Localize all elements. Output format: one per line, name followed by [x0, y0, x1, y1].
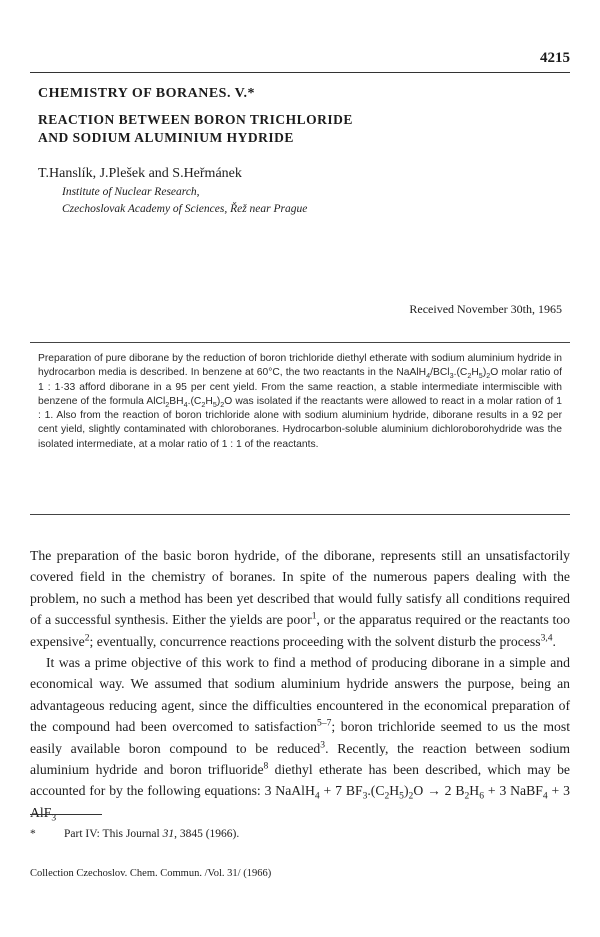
- page-number: 4215: [540, 50, 570, 66]
- abstract-text: O molar ratio of 1 : 1·33 afford diborane in a 95 per cent yield. From the same reaction, a stable intermediate intermiscible with benzene of the formula AlCl: [38, 367, 562, 407]
- paragraph-text: H: [389, 783, 400, 799]
- paragraph-text: diethyl etherate has been described, which may be accounted for by the following equations: 3 NaAlH: [30, 762, 570, 799]
- footnote-text: , 3845 (1966).: [174, 828, 240, 840]
- abstract-text: H: [205, 395, 213, 407]
- reference-mark: 5–7: [317, 717, 332, 729]
- article-title: CHEMISTRY OF BORANES. V.*: [38, 86, 255, 101]
- paragraph-text: ; boron trichloride seemed to us the most easily available boron compound to be reduced: [30, 719, 570, 756]
- paragraph-text: + 3 AlF: [30, 783, 570, 820]
- paragraph-text: The preparation of the basic boron hydride, of the diborane, represents still an unsatisfactorily covered field in the chemistry of boranes. In spite of the numerous papers dealing with the problem, no such a method has been yet described that would fully satisfy all conditions required of a successful synthesis. Either the yields are poor: [30, 548, 570, 628]
- paragraph-text: .(C: [367, 783, 385, 799]
- paragraph: It was a prime objective of this work to find a method of producing diborane in a simple and economical way. We assumed that sodium aluminium hydride answers the purpose, being an advantageous reducing agent, since the difficulties encountered in the economical preparation of the compound had been overcomed to satisfaction$^{5-7}$; boron trichloride seemed to us the most easily available boron compound to be reduced$^3$. Recently, the reaction between sodium aluminium hydride and boron trifluoride$^8$ diethyl etherate has been described, which may be accounted for by the following equations: 3 NaAlH$_4$ + 7 $BF_3.(C_2H_5)_2O \to 2$ $B_2H_6 + 3$ NaBF$_4$ + 3 AlF$_3$: [30, 655, 571, 824]
- paragraph-text: .: [552, 633, 556, 649]
- paragraph-text: It was a prime objective of this work to find a method of producing diborane in a simple and economical way. We assumed that sodium aluminium hydride answers the purpose, being an advantageous reducing agent, since the difficulties encountered in the economical preparation of the compound had been overcomed to satisfaction: [30, 655, 570, 735]
- reference-mark: 8: [263, 760, 269, 772]
- abstract-text: /BCl: [430, 367, 450, 379]
- paragraph-text: H: [469, 783, 480, 799]
- header-rule: [30, 72, 570, 73]
- footnote: [30, 828, 239, 840]
- footnote-rule: [30, 814, 102, 815]
- abstract-text: H: [471, 367, 479, 379]
- abstract-text: ): [482, 367, 487, 379]
- abstract-text: ): [216, 395, 221, 407]
- abstract-text: .(C: [187, 395, 202, 407]
- paragraph-text: + 7 BF: [319, 783, 363, 799]
- abstract-text: Preparation of pure diborane by the reduction of boron trichloride diethyl etherate with sodium aluminium hydride in hydrocarbon media is described. In benzene at 60°C, the two reactants in the NaAlH: [38, 353, 562, 379]
- footnote-mark: *: [30, 828, 36, 840]
- authors: T.Hanslík, J.Plešek and S.Heřmánek: [38, 166, 242, 181]
- abstract: Preparation of pure diborane by the reduction of boron trichloride diethyl etherate with sodium aluminium hydride in hydrocarbon media is described. In benzene at 60°C, the two reactants in the $NaAlH_4/BCl_3.(C_2H_5)_2O$ molar ratio of 1 : 1·33 afford diborane in a 95 per cent yield. From the same reaction, a stable intermediate intermiscible with benzene of the formula $AlCl_2BH_4.(C_2H_5)_2O$ was isolated if the reactants were allowed to react in a molar ration of 1 : 1. Also from the reaction of boron trichloride alone with sodium aluminium hydride, diborane results in a 92 per cent yield, slightly contaminated with chloroboranes. Hydrocarbon-soluble aluminium dichloroborohydride was the isolated intermediate, at a molar ratio of 1 : 1 of the reactants.: [38, 353, 562, 450]
- reference-mark: 1: [311, 610, 317, 622]
- journal-footer: Collection Czechoslov. Chem. Commun. /Vol. 31/ (1966): [30, 868, 272, 879]
- abstract-rule-top: [30, 342, 570, 343]
- paragraph-text: , or the apparatus required or the reactants too expensive: [30, 612, 570, 649]
- received-date: Received November 30th, 1965: [409, 302, 562, 316]
- reference-mark: 3: [320, 739, 326, 751]
- paragraph-text: ; eventually, concurrence reactions proceeding with the solvent disturb the process: [89, 633, 541, 649]
- footnote-volume: 31: [162, 828, 175, 840]
- abstract-text: BH: [169, 395, 184, 407]
- footnote-text: Part IV: This Journal: [64, 828, 163, 840]
- affiliation-line-2: Czechoslovak Academy of Sciences, Řež near Prague: [62, 203, 308, 215]
- abstract-rule-bottom: [30, 514, 570, 515]
- paragraph-text: O → 2 B: [413, 783, 465, 799]
- paragraph-text: . Recently, the reaction between sodium aluminium hydride and boron trifluoride: [30, 740, 571, 778]
- subtitle-line-1: REACTION BETWEEN BORON TRICHLORIDE: [38, 112, 353, 127]
- article-subtitle: [38, 111, 558, 147]
- body-text: [30, 545, 570, 823]
- paragraph-text: + 3 NaBF: [483, 783, 543, 799]
- subtitle-line-2: AND SODIUM ALUMINIUM HYDRIDE: [38, 130, 294, 145]
- reference-mark: 3,4: [540, 632, 553, 644]
- abstract-text: O was isolated if the reactants were allowed to react in a molar ration of 1 : 1. Also from the reaction of boron trichloride alone with sodium aluminium hydride, diborane results in a 92 per cent yield, slightly contaminated with chloroboranes. Hydrocarbon-soluble aluminium dichloroborohydride was the isolated intermediate, at a molar ratio of 1 : 1 of the reactants.: [38, 395, 562, 450]
- affiliation: [62, 184, 307, 218]
- affiliation-line-1: Institute of Nuclear Research,: [62, 186, 200, 198]
- reference-mark: 2: [84, 632, 90, 644]
- abstract-text: .(C: [453, 367, 468, 379]
- paragraph-text: ): [403, 783, 409, 799]
- paragraph: [30, 545, 570, 652]
